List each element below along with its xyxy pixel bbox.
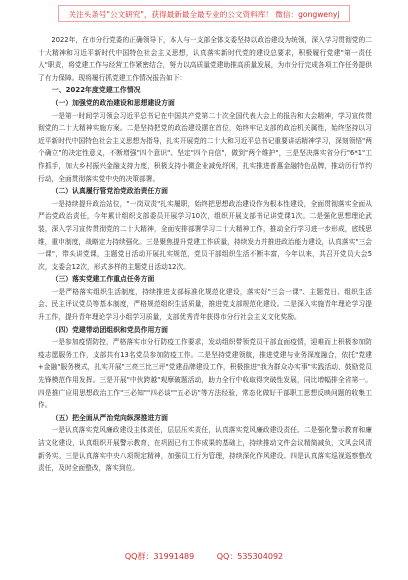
contact-footer xyxy=(0,551,408,567)
subsection-heading: （五）把全面从严治党向纵深推进方面 xyxy=(51,413,168,422)
paragraph: 一是严格落实组织生活制度，持续推进支部标准化规范化建设，落实好"三会一课"、主题党日、组织生活会、民主评议党员等基本制度，严格规范组织生活质量，推进党支部规范化建设。二是深入实施青年理论学习提升工作，提升青年理论学习小组学习质量，支部优秀青年获得市分行社会主义文化奖励。 xyxy=(38,287,372,322)
qq-contact-text: QQ：535304092 xyxy=(216,552,284,561)
paragraph: 一是第一时间学习领会习近平总书记在中国共产党第二十次全国代表大会上的报告和大会精神，学习宣传贯彻党的二十大精神实施方案。二是坚持把党的政治建设摆在首位，始终牢记支部的政治机关属性，始终坚持以习近平新时代中国特色社会主义思想为指导，扎实开展党的二十大和习近平总书记重要讲话精神学习，深刻领悟"两个确立"的决定性意义，不断增强"四个意识"、坚定"四个自信"，做到"两个维护"，三是坚决落实省分行"6*1"工作抓手，加大乡村振兴金融支持力度，积极支持小微企业减免纾困，扎实推进普惠金融特色品牌，推动历行节约行动，全面贯彻落实党中央的决策部署。 xyxy=(38,111,372,183)
intro-paragraph: 2022年，在市分行党委的正确领导下，本人与一支部全体支委坚持以政治建设为统领，深入学习贯彻党的二十大精神和习近平新时代中国特色社会主义思想，认真落实新时代党的建设总要求，积极履行党建"第一责任人"职责，将党建工作与经营工作紧密结合，努力以高质量党建助推高质量发展，为市分行完成各项工作任务提供了有力保障。现将履行抓党建工作情况报告如下： xyxy=(38,36,372,82)
section-heading: 一、2022年度党建工作情况 xyxy=(51,86,141,95)
subsection-heading: （四）党建带动团组织和党员作用方面 xyxy=(51,325,168,334)
subsection-heading: （二）认真履行管党治党政治责任方面 xyxy=(51,187,168,196)
subsection-heading: （三）落实党建工作重点任务方面 xyxy=(51,275,155,284)
paragraph: 一是认真落实党风廉政建设主体责任，层层压实责任，认真落实党风廉政建设责任。二是强化警示教育和廉洁文化建设，认真组织开展警示教育，在巩固已有工作成果的基础上，持续推动文件会议精简减负，文风会风清新务实。三是认真落实中央八项规定精神，加强员工行为管理，持续深化作风建设。四是认真落实巡视巡察整改责任，及时全面整改，落实到位。 xyxy=(38,426,372,473)
paragraph: 一是参加疫情防控，严格落实市分行防疫工作要求，发动组织带领党员干部直面疫情，迎难而上积极参加防疫志愿服务工作，支部共有13名党员参加防疫工作。二是坚持党建领航，推进党建与业务深度融合，依托"党建+金融"服务模式，扎实开展"三亮三比三评"党建品牌建设工作，积极推进"我为群众办实事"实践活动，鼓励党员先锋模范作用发挥。三是开展"中伙跨越"观摩破题活动，助力全行中收取得突破性发展，同比增幅排全省第一。四是推广应用思想政治工作"三必知""四必谈""五必访"等方法经验，常态化做好干部职工思想反映问题的收集工作。 xyxy=(38,338,372,410)
subsection-heading: （一）加强党的政治建设和思想建设方面 xyxy=(51,98,175,107)
promo-banner: 关注头条号"公文研究"，获得最新最全最专业的公文资料库！ 微信：gongwenyj xyxy=(58,5,350,22)
paragraph: 一是持续提升政治站位，"一岗双责"扎实履职，始终把思想政治建设作为根本性建设，全面贯彻落实全面从严治党政治责任，今年累计组织支部委员开展学习10次，组织开展支部书记讲党课1次。二是强化思想理论武装，深入学习宣传贯彻党的二十大精神，全面安排部署学习二十大精神工作，推动全行学习进一步形成，底线思维，重申制度，战略定力持续强化。三是聚焦提升党建工作质量，持续发力并推进政治能力建设，认真落实"三会一课"，带头讲党课，主题党日活动开展扎实规范，党员干部组织生活不断丰富，今年以来，共召开党员大会5次，支委会12次，形式多样的主题党日活动12次。 xyxy=(38,199,372,271)
qq-group-text: QQ群：31991489 xyxy=(124,552,195,561)
report-body xyxy=(38,34,372,475)
